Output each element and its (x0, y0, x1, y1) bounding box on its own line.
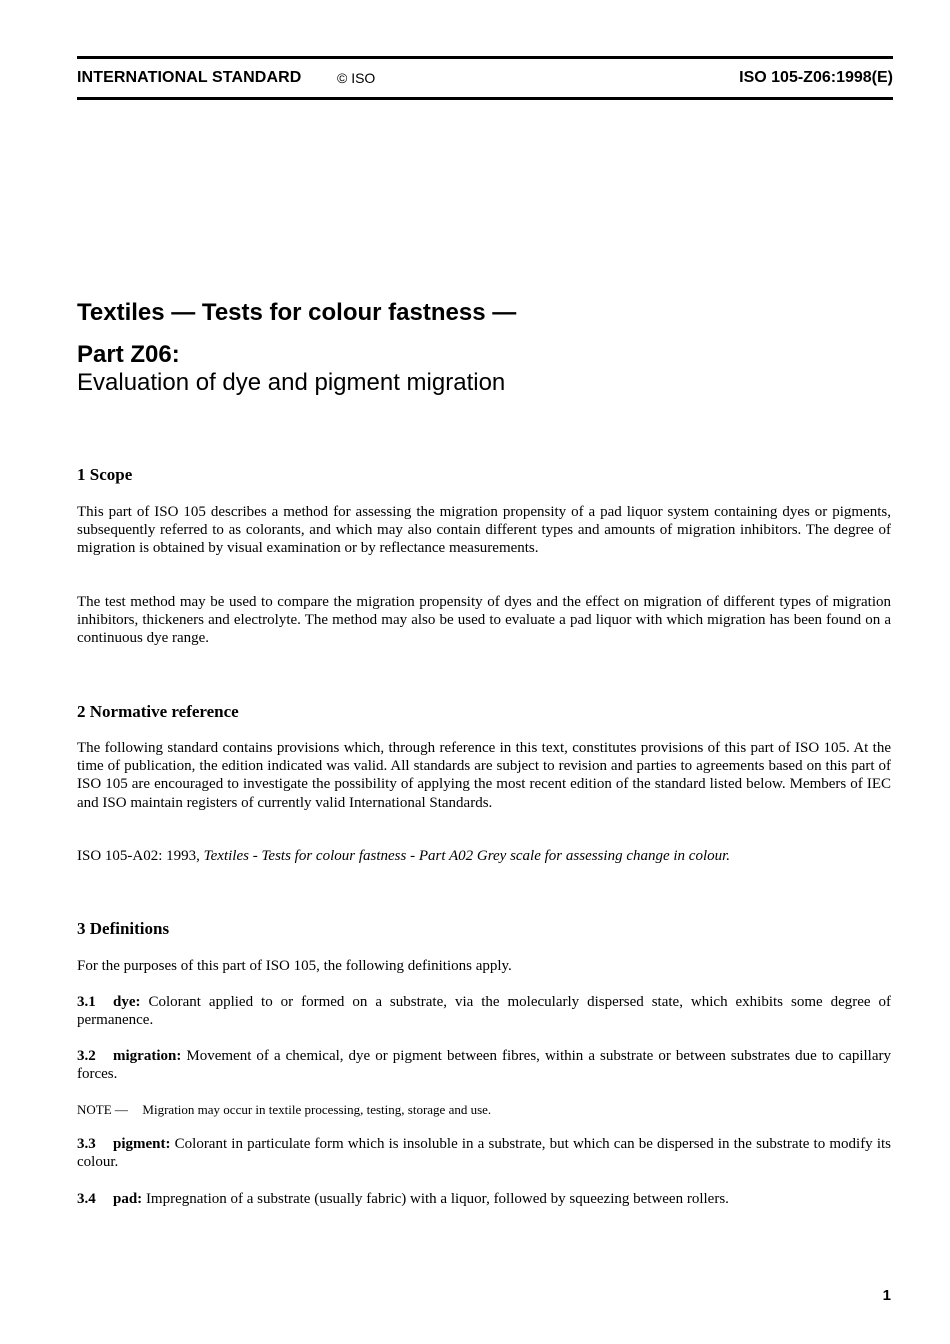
definition-number: 3.1 (77, 994, 96, 1010)
header-bottom-rule (77, 97, 893, 100)
definition-item (77, 993, 891, 1029)
section-heading-scope: 1 Scope (77, 465, 133, 484)
header-copyright: © ISO (337, 70, 376, 86)
doc-title-subtitle: Evaluation of dye and pigment migration (77, 369, 506, 396)
doc-title-part: Part Z06: (77, 341, 180, 368)
header-standard-number: ISO 105-Z06:1998(E) (739, 69, 893, 86)
document-page (77, 0, 893, 1344)
definition-text: Movement of a chemical, dye or pigment between fibres, within a substrate or between substrates due to capillary forces. (77, 1048, 892, 1083)
definition-term: migration: (113, 1048, 182, 1064)
definition-text: Colorant in particulate form which is insoluble in a substrate, but which can be dispersed in the substrate to modify its colour. (77, 1136, 891, 1171)
definition-item (77, 1047, 891, 1083)
definition-text: Colorant applied to or formed on a substrate, via the molecularly dispersed state, which exhibits some degree of permanence. (77, 994, 892, 1029)
normative-reference-paragraph: The following standard contains provisions which, through reference in this text, constitutes provisions of this part of ISO 105. At the time of publication, the edition indicated was valid. All standards are subject to revision and parties to agreements based on this part of ISO 105 are encouraged to investigate the possibility of applying the most recent edition of the standard listed below. Members of IEC and ISO maintain registers of currently valid International Standards. (77, 740, 891, 811)
normative-reference-citation (77, 847, 891, 865)
citation-code: ISO 105-A02: 1993, (77, 848, 200, 864)
definition-text: Impregnation of a substrate (usually fabric) with a liquor, followed by squeezing between rollers. (145, 1191, 729, 1207)
scope-paragraph-2: The test method may be used to compare the migration propensity of dyes and the effect on migration of different types of migration inhibitors, thickeners and electrolyte. The method may also be used to evaluate a pad liquor with which migration has been found on a continuous dye range. (77, 594, 891, 647)
running-header (77, 69, 893, 89)
definition-number: 3.3 (77, 1136, 96, 1152)
definition-note (77, 1102, 891, 1118)
doc-title-line1: Textiles — Tests for colour fastness — (77, 299, 517, 326)
section-heading-normative-reference: 2 Normative reference (77, 702, 239, 721)
section-heading-definitions: 3 Definitions (77, 919, 170, 938)
definition-term: dye: (113, 994, 141, 1010)
definition-number: 3.4 (77, 1191, 96, 1207)
definitions-intro: For the purposes of this part of ISO 105, the following definitions apply. (77, 958, 512, 974)
definition-term: pad: (113, 1191, 143, 1207)
citation-title: Textiles - Tests for colour fastness - Part A02 Grey scale for assessing change in colour. (203, 848, 731, 864)
header-top-rule (77, 56, 893, 59)
header-standard-label: INTERNATIONAL STANDARD (77, 69, 302, 86)
definition-item (77, 1190, 891, 1208)
note-label: NOTE — (77, 1102, 128, 1117)
definition-term: pigment: (113, 1136, 171, 1152)
note-text: Migration may occur in textile processing, testing, storage and use. (142, 1102, 492, 1117)
definition-number: 3.2 (77, 1048, 96, 1064)
scope-paragraph-1: This part of ISO 105 describes a method for assessing the migration propensity of a pad liquor system containing dyes or pigments, subsequently referred to as colorants, and which may also contain different types and amounts of migration inhibitors. The degree of migration is obtained by visual examination or by reflectance measurements. (77, 504, 891, 557)
page-number: 1 (882, 1287, 891, 1304)
definition-item (77, 1135, 891, 1171)
